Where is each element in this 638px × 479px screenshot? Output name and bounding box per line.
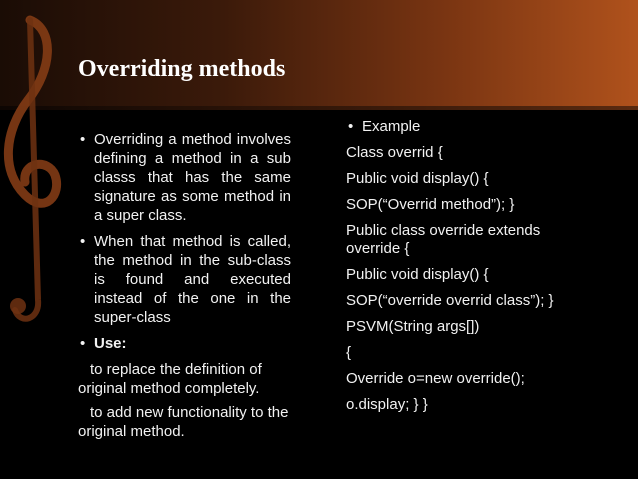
code-line: SOP(“override overrid class”); } xyxy=(346,292,554,309)
code-line: Class overrid { xyxy=(346,144,443,161)
code-line: Public void display() { xyxy=(346,266,489,283)
header-band xyxy=(0,0,638,106)
use-add-text xyxy=(78,403,291,441)
code-line: PSVM(String args[]) xyxy=(346,318,480,335)
header-divider xyxy=(0,106,638,110)
code-line: { xyxy=(346,344,352,361)
code-line: Public class override extends override { xyxy=(346,222,541,257)
slide-title: Overriding methods xyxy=(78,56,286,82)
code-line: Public void display() { xyxy=(346,170,489,187)
use-add-label: to add new functionality to the original method. xyxy=(78,404,289,440)
left-column xyxy=(78,130,291,446)
code-line: SOP(“Overrid method”); } xyxy=(346,196,515,213)
bullet-overriding-definition: • Overriding a method involves defining a method in a sub classs that has the same signature as some method in a super class. xyxy=(78,130,291,225)
example-bullet: • Example xyxy=(346,118,594,136)
code-line: o.display; } } xyxy=(346,396,428,413)
bullet-method-called: • When that method is called, the method in the sub-class is found and executed instead of the one in the super-class xyxy=(78,232,291,327)
treble-clef-icon xyxy=(0,0,70,330)
code-line: Override o=new override(); xyxy=(346,370,525,387)
use-label: Use: xyxy=(94,335,127,352)
use-replace-text xyxy=(78,360,291,398)
bullet-use xyxy=(78,334,291,353)
use-replace-label: to replace the definition of original method completely. xyxy=(78,361,262,397)
right-column xyxy=(346,118,594,422)
